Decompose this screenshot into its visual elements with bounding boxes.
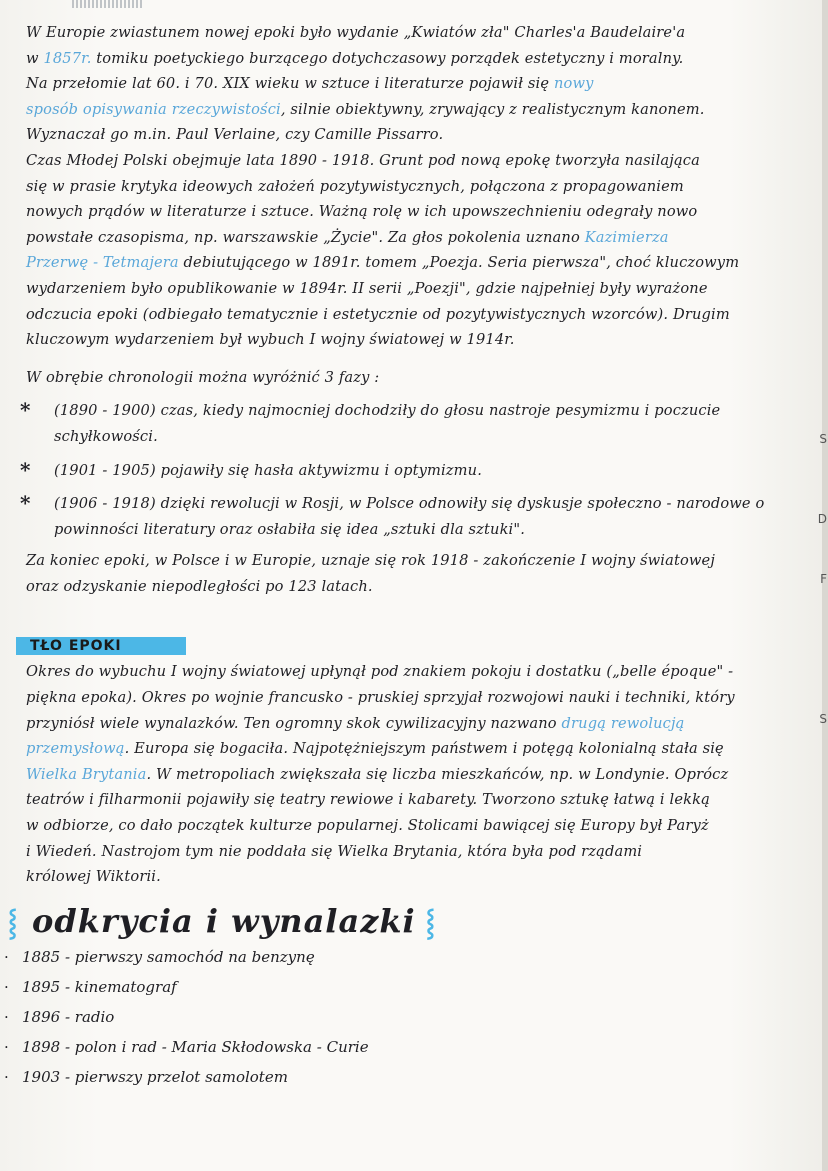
text-line [26, 302, 808, 328]
end-line-2: oraz odzyskanie niepodległości po 123 latach. [26, 577, 373, 595]
end-line-1: Za koniec epoki, w Polsce i w Europie, uznaje się rok 1918 - zakończenie I wojny światowej [26, 552, 716, 570]
text-line [26, 685, 808, 711]
phase-text [54, 458, 808, 484]
edge-letter: F [820, 572, 827, 586]
phase-line: powinności literatury oraz osłabiła się idea „sztuki dla sztuki". [54, 520, 526, 538]
asterisk-bullet: * [20, 457, 31, 482]
phase-line: (1906 - 1918) dzięki rewolucji w Rosji, w Polsce odnowiły się dyskusje społeczno - narodowe o [54, 495, 765, 513]
text-segment: , silnie obiektywny, zrywający z realistycznym kanonem. [280, 100, 705, 118]
squiggle-decoration-left: ⸾ [8, 907, 18, 938]
text-segment: tomiku poetyckiego burzącego dotychczasowy porządek estetyczny i moralny. [91, 49, 684, 67]
discovery-item [4, 972, 808, 1002]
edge-letter: D [817, 512, 827, 526]
text-line [26, 762, 808, 788]
notes-content [4, 20, 808, 1092]
text-line [26, 199, 808, 225]
discovery-text: 1885 - pierwszy samochód na benzynę [22, 947, 315, 966]
text-segment: się w prasie krytyka ideowych założeń pozytywistycznych, połączona z propagowaniem [26, 177, 684, 195]
highlighted-phrase: Przerwę - Tetmajera [26, 254, 179, 272]
discoveries-title-row [8, 902, 808, 940]
asterisk-bullet: * [20, 398, 31, 423]
discovery-text: 1896 - radio [22, 1007, 115, 1026]
text-segment: Okres do wybuchu I wojny światowej upłynął pod znakiem pokoju i dostatku („belle époque" - [26, 663, 734, 681]
text-segment: w [26, 49, 44, 67]
text-line [26, 97, 808, 123]
phase-text [54, 491, 808, 542]
list-dot: · [4, 1067, 9, 1086]
text-segment: Na przełomie lat 60. i 70. XIX wieku w sztuce i literaturze pojawił się [26, 75, 554, 93]
text-line [26, 787, 808, 813]
text-line [26, 148, 808, 174]
highlighted-phrase: Wielka Brytania [26, 765, 147, 783]
text-line [26, 327, 808, 353]
highlighted-phrase: sposób opisywania rzeczywistości [26, 100, 281, 118]
text-line [26, 736, 808, 762]
squiggle-decoration-right: ⸾ [425, 907, 435, 938]
edge-letter: S [819, 432, 827, 446]
phase-line: (1890 - 1900) czas, kiedy najmocniej dochodziły do głosu nastroje pesymizmu i poczucie [54, 402, 721, 420]
highlighted-phrase: przemysłową [26, 740, 125, 758]
top-edge-mark [72, 0, 142, 8]
discoveries-list [4, 942, 808, 1092]
phase-item [20, 458, 808, 484]
text-segment: Wyznaczał go m.in. Paul Verlaine, czy Camille Pissarro. [26, 126, 444, 144]
discovery-text: 1903 - pierwszy przelot samolotem [22, 1067, 288, 1086]
text-line [26, 276, 808, 302]
text-line [26, 813, 808, 839]
phase-item [20, 491, 808, 542]
discovery-item [4, 1062, 808, 1092]
text-line [26, 225, 808, 251]
text-segment: Czas Młodej Polski obejmuje lata 1890 - 1918. Grunt pod nową epokę tworzyła nasilająca [26, 151, 700, 169]
discovery-item [4, 942, 808, 972]
discovery-text: 1898 - polon i rad - Maria Skłodowska - Curie [22, 1037, 369, 1056]
text-segment: debiutującego w 1891r. tomem „Poezja. Seria pierwsza", choć kluczowym [178, 254, 740, 272]
background-paragraph [26, 659, 808, 889]
highlighted-phrase: drugą rewolucją [561, 714, 685, 732]
highlighted-phrase: Kazimierza [584, 228, 669, 246]
text-segment: kluczowym wydarzeniem był wybuch I wojny światowej w 1914r. [26, 331, 515, 349]
text-segment: wydarzeniem było opublikowanie w 1894r. II serii „Poezji", gdzie najpełniej były wyrażone [26, 279, 708, 297]
text-line [26, 174, 808, 200]
text-segment: nowych prądów w literaturze i sztuce. Ważną rolę w ich upowszechnieniu odegrały nowo [26, 203, 698, 221]
phase-line: schyłkowości. [54, 427, 158, 445]
text-segment: piękna epoka). Okres po wojnie francusko - pruskiej sprzyjał rozwojowi nauki i techniki, który [26, 689, 735, 707]
text-line [26, 122, 808, 148]
text-segment: królowej Wiktorii. [26, 868, 161, 886]
text-segment: W Europie zwiastunem nowej epoki było wydanie „Kwiatów zła" Charles'a Baudelaire'a [26, 24, 686, 41]
asterisk-bullet: * [20, 491, 31, 516]
text-line [26, 46, 808, 72]
text-line [26, 711, 808, 737]
section-heading: TŁO EPOKI [16, 637, 186, 655]
text-line [26, 250, 808, 276]
text-segment: teatrów i filharmonii pojawiły się teatry rewiowe i kabarety. Tworzono sztukę łatwą i lekką [26, 791, 710, 809]
phases-intro: W obrębie chronologii można wyróżnić 3 fazy : [26, 368, 380, 386]
text-line [26, 659, 808, 685]
list-dot: · [4, 977, 9, 996]
phase-text [54, 398, 808, 449]
highlighted-phrase: nowy [553, 75, 594, 93]
text-line [26, 71, 808, 97]
discovery-text: 1895 - kinematograf [22, 977, 177, 996]
text-segment: odczucia epoki (odbiegało tematycznie i estetycznie od pozytywistycznych wzorców). Drugim [26, 305, 730, 323]
phase-line: (1901 - 1905) pojawiły się hasła aktywizmu i optymizmu. [54, 461, 482, 479]
list-dot: · [4, 1037, 9, 1056]
intro-paragraph [26, 20, 808, 353]
text-segment: . Europa się bogaciła. Najpotężniejszym państwem i potęgą kolonialną stała się [124, 740, 724, 758]
discoveries-title: odkrycia i wynalazki [32, 901, 416, 940]
text-segment: przyniósł wiele wynalazków. Ten ogromny skok cywilizacyjny nazwano [26, 714, 562, 732]
text-segment: powstałe czasopisma, np. warszawskie „Życie". Za głos pokolenia uznano [26, 228, 585, 246]
text-segment: i Wiedeń. Nastrojom tym nie poddała się Wielka Brytania, która była pod rządami [26, 842, 643, 860]
discovery-item [4, 1032, 808, 1062]
text-line [26, 864, 808, 890]
edge-letter: S [819, 712, 827, 726]
list-dot: · [4, 947, 9, 966]
text-line [26, 839, 808, 865]
highlighted-phrase: 1857r. [43, 49, 92, 67]
right-page-edge [817, 0, 828, 1171]
text-segment: w odbiorze, co dało początek kulturze popularnej. Stolicami bawiącej się Europy był Paryż [26, 817, 709, 835]
phases-list [20, 398, 808, 542]
text-segment: . W metropoliach zwiększała się liczba mieszkańców, np. w Londynie. Oprócz [146, 765, 729, 783]
discovery-item [4, 1002, 808, 1032]
list-dot: · [4, 1007, 9, 1026]
text-line [26, 20, 808, 46]
phase-item [20, 398, 808, 449]
